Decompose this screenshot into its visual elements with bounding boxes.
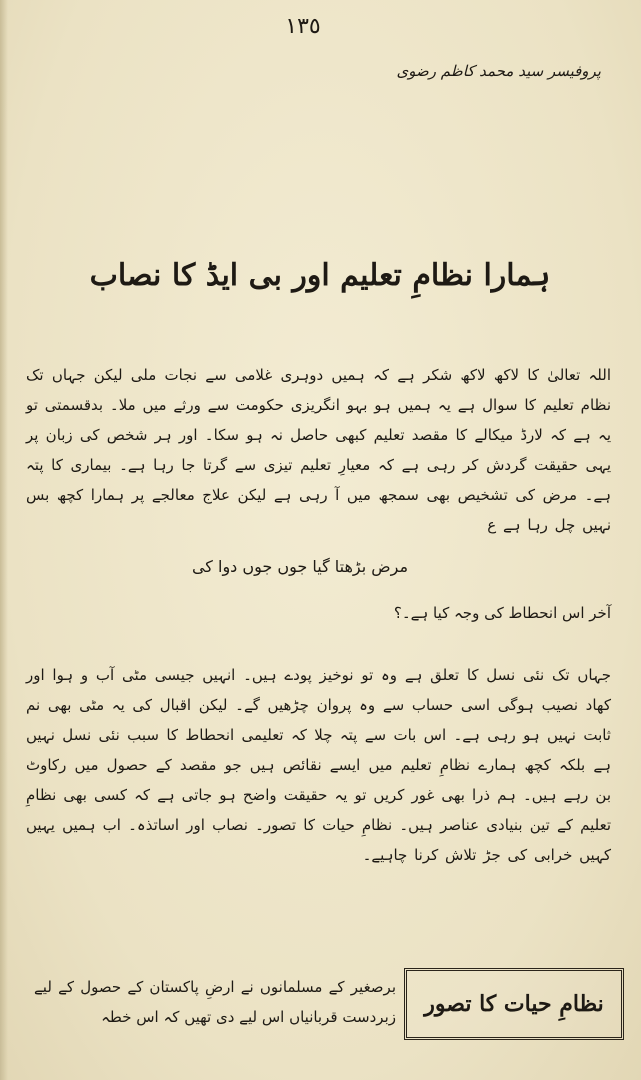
question-line: آخر اس انحطاط کی وجہ کیا ہے۔؟	[393, 604, 611, 622]
poetry-verse: مرض بڑھتا گیا جوں جوں دوا کی	[191, 557, 409, 576]
page-number: ١٣٥	[285, 14, 321, 39]
paragraph-intro: اللہ تعالیٰ کا لاکھ لاکھ شکر ہے کہ ہمیں دوہری غلامی سے نجات ملی لیکن جہاں تک نظام تعلیم کا سوال ہے یہ ہمیں ہو بہو انگریزی حکومت سے ورثے میں ملا۔ بدقسمتی تو یہ ہے کہ لارڈ میکالے کا مقصد تعلیم کبھی حاصل نہ ہو سکا۔ اور ہر شخص کی زبان پر یہی حقیقت گردش کر رہی ہے کہ معیارِ تعلیم تیزی سے گرتا جا رہا ہے۔ بیماری کا پتہ ہے۔ مرض کی تشخیص بھی سمجھ میں آ رہی ہے لیکن علاج معالجے پر ہمارا کچھ بس نہیں چل رہا ہے ع	[26, 366, 611, 534]
section-heading: نظامِ حیات کا تصور	[424, 991, 604, 1017]
page-shadow-edge	[0, 0, 8, 1080]
section-text: برصغیر کے مسلمانوں نے ارضِ پاکستان کے حصول کے لیے زبردست قربانیاں اس لیے دی تھیں کہ اس خطہ	[34, 978, 396, 1026]
author-name: پروفیسر سید محمد کاظم رضوی	[396, 62, 601, 80]
article-title: ہمارا نظامِ تعلیم اور بی ایڈ کا نصاب	[89, 258, 551, 293]
section-heading-box	[404, 968, 624, 1040]
paragraph-analysis: جہاں تک نئی نسل کا تعلق ہے وہ تو نوخیز پودے ہیں۔ انہیں جیسی مٹی آب و ہوا اور کھاد نصیب ہوگی اسی حساب سے وہ پروان چڑھیں گے۔ لیکن اقبال کی یہ مٹی بھی نم ثابت نہیں ہو رہی ہے۔ اس بات سے پتہ چلا کہ تعلیمی انحطاط کا سبب نئی نسل نہیں ہے بلکہ کچھ ہمارے نظامِ تعلیم میں ایسے نقائص ہیں جو مقصد کے حصول میں رکاوٹ بن رہے ہیں۔ ہم ذرا بھی غور کریں تو یہ حقیقت واضح ہو جاتی ہے کہ کسی بھی نظامِ تعلیم کے تین بنیادی عناصر ہیں۔ نظامِ حیات کا تصور۔ نصاب اور اساتذہ۔ اب ہمیں یہیں کہیں خرابی کی جڑ تلاش کرنا چاہیے۔	[26, 666, 611, 864]
